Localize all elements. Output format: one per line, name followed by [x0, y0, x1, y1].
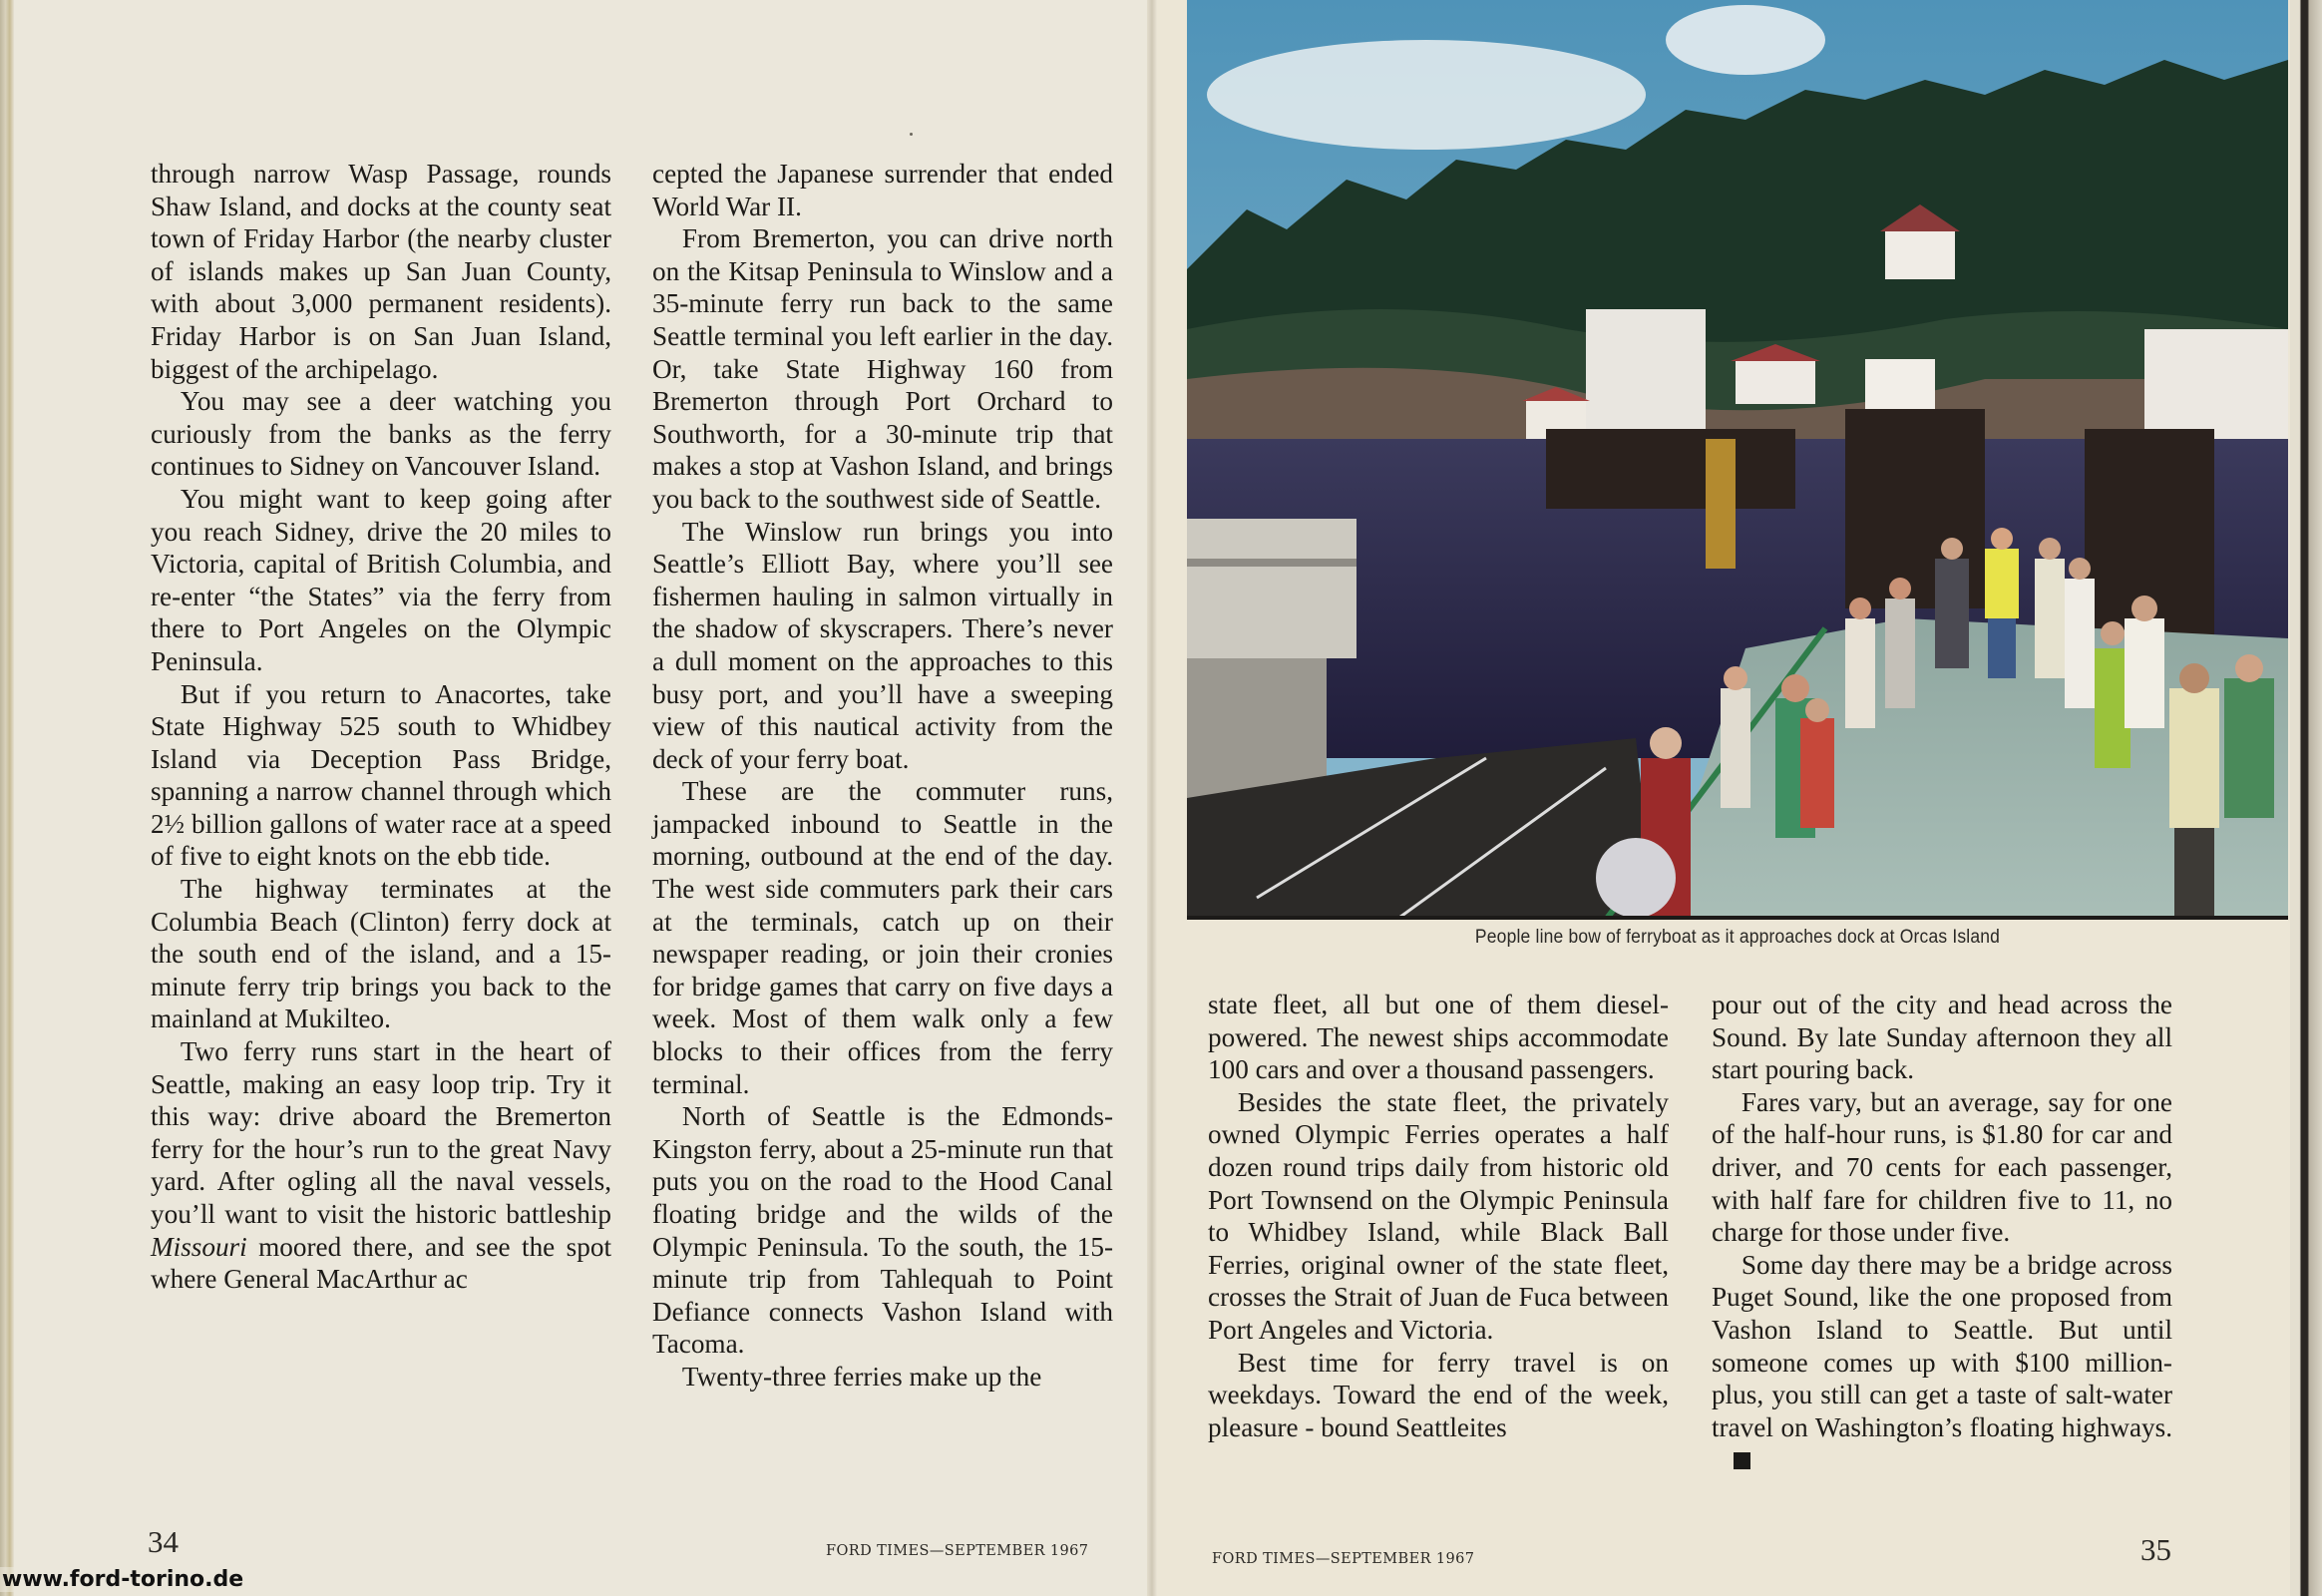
paragraph: North of Seattle is the Edmonds-Kingston ferry, about a 25-minute run that puts you on the road to the Hood Canal floating bridge and the wilds of the Olympic Peninsula. To the south, the 15-minute trip from Tahlequah to Point Defiance connects Vashon Island with Tacoma. — [652, 1101, 1113, 1360]
paragraph: pour out of the city and head across the Sound. By late Sunday afternoon they all start pouring back. — [1712, 990, 2172, 1085]
paragraph: From Bremerton, you can drive north on the Kitsap Peninsula to Winslow and a 35-minute ferry run back to the same Seattle terminal you left earlier in the day. Or, take State Highway 160 from Bremerton through Port Orchard to Southworth, for a 30-minute trip that makes a stop at Vashon Island, and brings you back to the southwest side of Seattle. — [652, 223, 1113, 514]
ferry-photo — [1187, 0, 2288, 920]
paragraph-text: Some day there may be a bridge across Puget Sound, like the one proposed from Vashon Island to Seattle. But until someone comes up with $100 million-plus, you still can get a taste of salt-water travel on Washington’s floating highways. — [1712, 1249, 2172, 1442]
paragraph: through narrow Wasp Passage, rounds Shaw Island, and docks at the county seat town of Friday Harbor (the nearby cluster of islands makes up San Juan County, with about 3,000 permanent residents). Friday Harbor is on San Juan Island, biggest of the archipelago. — [151, 159, 611, 384]
paragraph-text: Two ferry runs start in the heart of Seattle, making an easy loop trip. Try it this way: drive aboard the Bremerton ferry for the hour’s run to the great Navy yard. After ogling all the naval vessels, you’ll want to visit the historic battleship — [151, 1036, 611, 1229]
ferry-dock-photo-illustration — [1187, 0, 2288, 920]
page-number-right: 35 — [2140, 1532, 2171, 1567]
paragraph: Fares vary, but an average, say for one of the half-hour runs, is $1.80 for car and driver, and 70 cents for each passenger, with half fare for children five to 11, no charge for those under five. — [1712, 1086, 2172, 1248]
website-watermark: www.ford-torino.de — [2, 1567, 244, 1592]
paragraph: You might want to keep going after you reach Sidney, drive the 20 miles to Victoria, capital of British Columbia, and re-enter “the States” via the ferry from there to Port Angeles on the Olympic Peninsula. — [151, 483, 611, 676]
paragraph-text: moored there, and see the spot where General MacArthur ac — [151, 1231, 611, 1295]
paragraph: The Winslow run brings you into Seattle’s Elliott Bay, where you’ll see fishermen hauling in salmon virtually in the shadow of skyscrapers. There’s never a dull moment on the approaches to this busy port, and you’ll have a sweeping view of this nautical activity from the deck of your ferry boat. — [652, 516, 1113, 774]
paragraph: Best time for ferry travel is on weekdays. Toward the end of the week, pleasure - bound Seattleites — [1208, 1347, 1669, 1442]
paragraph: cepted the Japanese surrender that ended World War II. — [652, 159, 1113, 221]
paragraph: The highway terminates at the Columbia Beach (Clinton) ferry dock at the south end of the island, and a 15-minute ferry trip brings you back to the mainland at Mukilteo. — [151, 874, 611, 1034]
right-page-column-2 — [1712, 989, 2172, 1476]
paragraph: These are the commuter runs, jampacked inbound to Seattle in the morning, outbound at the end of the day. The west side commuters park their cars at the terminals, catch up on their newspaper reading, or join their cronies for bridge games that carry on five days a week. Most of them walk only a few blocks to their offices from the ferry terminal. — [652, 776, 1113, 1099]
ship-name-italic: Missouri — [151, 1231, 247, 1262]
paper-speck — [910, 133, 913, 136]
book-edge-right — [2290, 0, 2322, 1596]
paragraph: state fleet, all but one of them diesel-powered. The newest ships accommodate 100 cars and over a thousand passengers. — [1208, 990, 1669, 1085]
end-of-article-square-icon — [1734, 1452, 1750, 1469]
paragraph: But if you return to Anacortes, take State Highway 525 south to Whidbey Island via Deception Pass Bridge, spanning a narrow channel through which 2½ billion gallons of water race at a speed of five to eight knots on the ebb tide. — [151, 678, 611, 872]
book-edge-left — [0, 0, 14, 1596]
photo-caption: People line bow of ferryboat as it approaches dock at Orcas Island — [1474, 927, 2001, 948]
left-page-column-2 — [652, 158, 1113, 1394]
paragraph: Besides the state fleet, the privately owned Olympic Ferries operates a half dozen round trips daily from historic old Port Townsend on the Olympic Peninsula to Whidbey Island, while Black Ball Ferries, original owner of the state fleet, crosses the Strait of Juan de Fuca between Port Angeles and Victoria. — [1208, 1086, 1669, 1345]
book-spine — [1147, 0, 1157, 1596]
running-footer-right: FORD TIMES—SEPTEMBER 1967 — [1212, 1551, 1475, 1567]
paragraph — [151, 1035, 611, 1296]
page-number-left: 34 — [148, 1524, 179, 1559]
left-page-column-1 — [151, 158, 611, 1296]
running-footer-left: FORD TIMES—SEPTEMBER 1967 — [826, 1543, 1089, 1559]
right-page-column-1 — [1208, 989, 1669, 1443]
paragraph: You may see a deer watching you curiously from the banks as the ferry continues to Sidney on Vancouver Island. — [151, 386, 611, 482]
paragraph — [1712, 1249, 2172, 1476]
paragraph: Twenty-three ferries make up the — [681, 1361, 1042, 1392]
